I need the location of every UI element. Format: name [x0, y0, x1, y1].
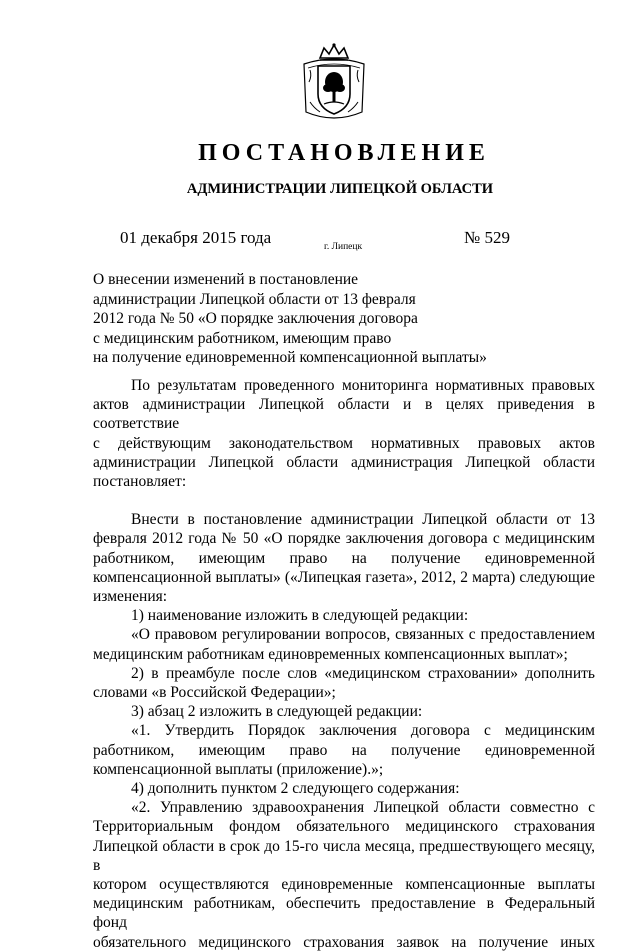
body-line: Липецкой области в срок до 15-го числа месяца, предшествующего месяцу, в — [93, 837, 595, 874]
body-line: 1) наименование изложить в следующей редакции: — [131, 607, 469, 625]
body-line: работником, имеющим право на получение единовременной — [93, 741, 595, 759]
body-line: работником, имеющим право на получение единовременной — [93, 549, 595, 567]
document-body — [93, 376, 595, 952]
body-line: медицинским работникам единовременных компенсационных выплат»; — [93, 645, 568, 663]
body-line: Территориальным фондом обязательного медицинского страхования — [93, 818, 595, 836]
amendments-text — [93, 510, 595, 952]
body-line: изменения: — [93, 588, 168, 606]
body-line: 4) дополнить пунктом 2 следующего содержания: — [131, 780, 460, 798]
subject-line: на получение единовременной компенсационной выплаты» — [93, 349, 487, 367]
body-line: компенсационной выплаты (приложение).»; — [93, 760, 384, 778]
preamble-line: администрации Липецкой области администрация Липецкой области — [93, 453, 595, 471]
body-line: медицинским работникам, обеспечить предоставление в Федеральный фонд — [93, 895, 595, 932]
document-subject — [93, 270, 487, 368]
document-number: № 529 — [464, 228, 510, 247]
paragraph-gap — [93, 491, 595, 510]
body-line: компенсационной выплаты» («Липецкая газета», 2012, 2 марта) следующие — [93, 568, 595, 586]
preamble-line: постановляет: — [93, 473, 187, 491]
body-line: «О правовом регулировании вопросов, связанных с предоставлением — [131, 626, 595, 644]
body-line: «2. Управлению здравоохранения Липецкой области совместно с — [131, 799, 595, 817]
body-line: «1. Утвердить Порядок заключения договора с медицинским — [131, 722, 595, 740]
body-line: 3) абзац 2 изложить в следующей редакции: — [131, 703, 423, 721]
body-line: Внести в постановление администрации Липецкой области от 13 — [131, 511, 595, 529]
body-line: февраля 2012 года № 50 «О порядке заключения договора с медицинским — [93, 530, 595, 548]
body-line: 2) в преамбуле после слов «медицинском страховании» дополнить — [131, 664, 595, 682]
body-line: словами «в Российской Федерации»; — [93, 684, 336, 702]
coat-of-arms-icon — [300, 42, 368, 122]
subject-line: с медицинским работником, имеющим право — [93, 329, 392, 347]
document-date: 01 декабря 2015 года — [120, 228, 272, 247]
preamble-line: с действующим законодательством нормативных правовых актов — [93, 434, 595, 452]
preamble-line: По результатам проведенного мониторинга нормативных правовых — [131, 377, 595, 394]
issuing-authority: АДМИНИСТРАЦИИ ЛИПЕЦКОЙ ОБЛАСТИ — [186, 181, 494, 197]
subject-line: 2012 года № 50 «О порядке заключения договора — [93, 310, 418, 328]
subject-line: О внесении изменений в постановление — [93, 271, 359, 288]
preamble-line: актов администрации Липецкой области и в целях приведения в соответствие — [93, 396, 595, 433]
document-city: г. Липецк — [324, 242, 363, 252]
subject-line: администрации Липецкой области от 13 февраля — [93, 290, 416, 308]
document-title: ПОСТАНОВЛЕНИЕ — [198, 140, 490, 166]
body-line: обязательного медицинского страхования заявок на получение иных — [93, 933, 595, 951]
body-line: котором осуществляются единовременные компенсационные выплаты — [93, 876, 595, 894]
